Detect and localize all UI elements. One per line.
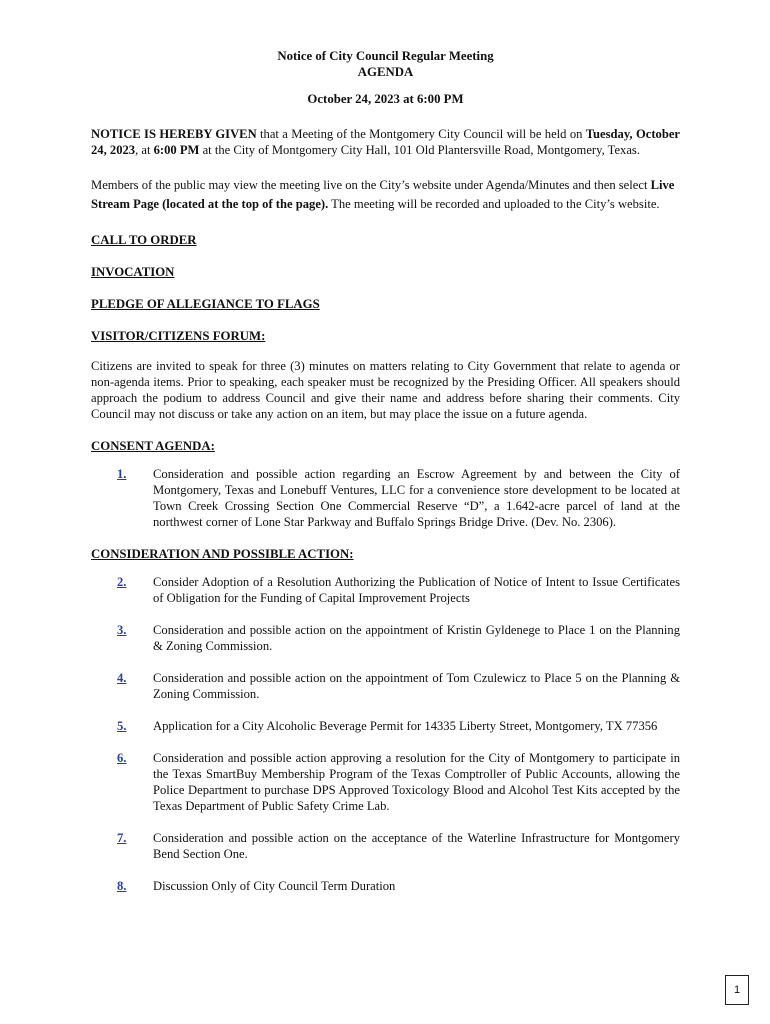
members-paragraph <box>91 176 680 214</box>
pledge-heading: PLEDGE OF ALLEGIANCE TO FLAGS <box>91 297 320 311</box>
item-number-link[interactable]: 6. <box>117 751 127 765</box>
agenda-item-4 <box>91 670 680 702</box>
agenda-item-6 <box>91 750 680 814</box>
notice-text-3: at the City of Montgomery City Hall, 101 Old Plantersville Road, Montgomery, Texas. <box>199 143 640 157</box>
agenda-item-3 <box>91 622 680 654</box>
live-stream-note: Live Stream Page (located at the top of the page). <box>91 178 675 211</box>
item-text: Consideration and possible action on the appointment of Kristin Gyldenege to Place 1 on the Planning & Zoning Commission. <box>153 623 680 653</box>
page-number: 1 <box>725 975 749 1005</box>
item-number-link[interactable]: 1. <box>117 467 127 481</box>
members-text-1: Members of the public may view the meeting live on the City’s website under Agenda/Minutes and then select <box>91 178 651 192</box>
agenda-item-5 <box>91 718 680 734</box>
item-text: Consideration and possible action on the appointment of Tom Czulewicz to Place 5 on the Planning & Zoning Commission. <box>153 671 680 701</box>
meeting-date: October 24, 2023 at 6:00 PM <box>307 92 464 106</box>
invocation-heading: INVOCATION <box>91 265 175 279</box>
item-number-link[interactable]: 7. <box>117 831 127 845</box>
item-number-link[interactable]: 4. <box>117 671 127 685</box>
forum-text: Citizens are invited to speak for three (3) minutes on matters relating to City Government that relate to agenda or non-agenda items. Prior to speaking, each speaker must be recognized by the Presiding Officer. All speakers should approach the podium to address Council and give their name and address before sharing their comments. City Council may not discuss or take any action on an item, but may place the issue on a future agenda. <box>91 359 680 421</box>
meeting-title: Notice of City Council Regular Meeting <box>277 49 494 63</box>
item-number-link[interactable]: 3. <box>117 623 127 637</box>
notice-text-2: , at <box>135 143 154 157</box>
call-to-order-heading: CALL TO ORDER <box>91 233 197 247</box>
notice-paragraph <box>91 126 680 158</box>
agenda-heading: AGENDA <box>357 65 414 79</box>
item-number-link[interactable]: 5. <box>117 719 127 733</box>
notice-text-1: that a Meeting of the Montgomery City Council will be held on <box>256 127 586 141</box>
agenda-item-8 <box>91 878 680 894</box>
notice-time: 6:00 PM <box>153 143 200 157</box>
agenda-page <box>91 48 680 894</box>
consent-heading: CONSENT AGENDA: <box>91 439 215 453</box>
item-text: Consider Adoption of a Resolution Authorizing the Publication of Notice of Intent to Issue Certificates of Obligation for the Funding of Capital Improvement Projects <box>153 575 680 605</box>
item-text: Discussion Only of City Council Term Duration <box>153 879 396 893</box>
item-text: Consideration and possible action approving a resolution for the City of Montgomery to participate in the Texas SmartBuy Membership Program of the Texas Comptroller of Public Accounts, allowing the Police Department to purchase DPS Approved Toxicology Blood and Alcohol Test Kits accepted by the Texas Department of Public Safety Crime Lab. <box>153 751 680 813</box>
item-text: Application for a City Alcoholic Beverage Permit for 14335 Liberty Street, Montgomery, TX 77356 <box>153 719 658 733</box>
item-number-link[interactable]: 8. <box>117 879 127 893</box>
item-text: Consideration and possible action regarding an Escrow Agreement by and between the City of Montgomery, Texas and Lonebuff Ventures, LLC for a convenience store development to be located at Town Creek Crossing Section One Commercial Reserve “D”, a 1.642-acre parcel of land at the northwest corner of Lone Star Parkway and Buffalo Springs Bridge Drive. (Dev. No. 2306). <box>153 467 680 529</box>
consideration-heading: CONSIDERATION AND POSSIBLE ACTION: <box>91 547 354 561</box>
forum-heading: VISITOR/CITIZENS FORUM: <box>91 329 266 343</box>
agenda-item-2 <box>91 574 680 606</box>
agenda-item-7 <box>91 830 680 862</box>
members-text-2: The meeting will be recorded and uploaded to the City’s website. <box>328 197 660 211</box>
notice-date: Tuesday, October 24, 2023 <box>91 127 681 157</box>
agenda-item-1 <box>91 466 680 530</box>
item-text: Consideration and possible action on the acceptance of the Waterline Infrastructure for Montgomery Bend Section One. <box>153 831 680 861</box>
notice-lead: NOTICE IS HEREBY GIVEN <box>91 127 257 141</box>
item-number-link[interactable]: 2. <box>117 575 127 589</box>
